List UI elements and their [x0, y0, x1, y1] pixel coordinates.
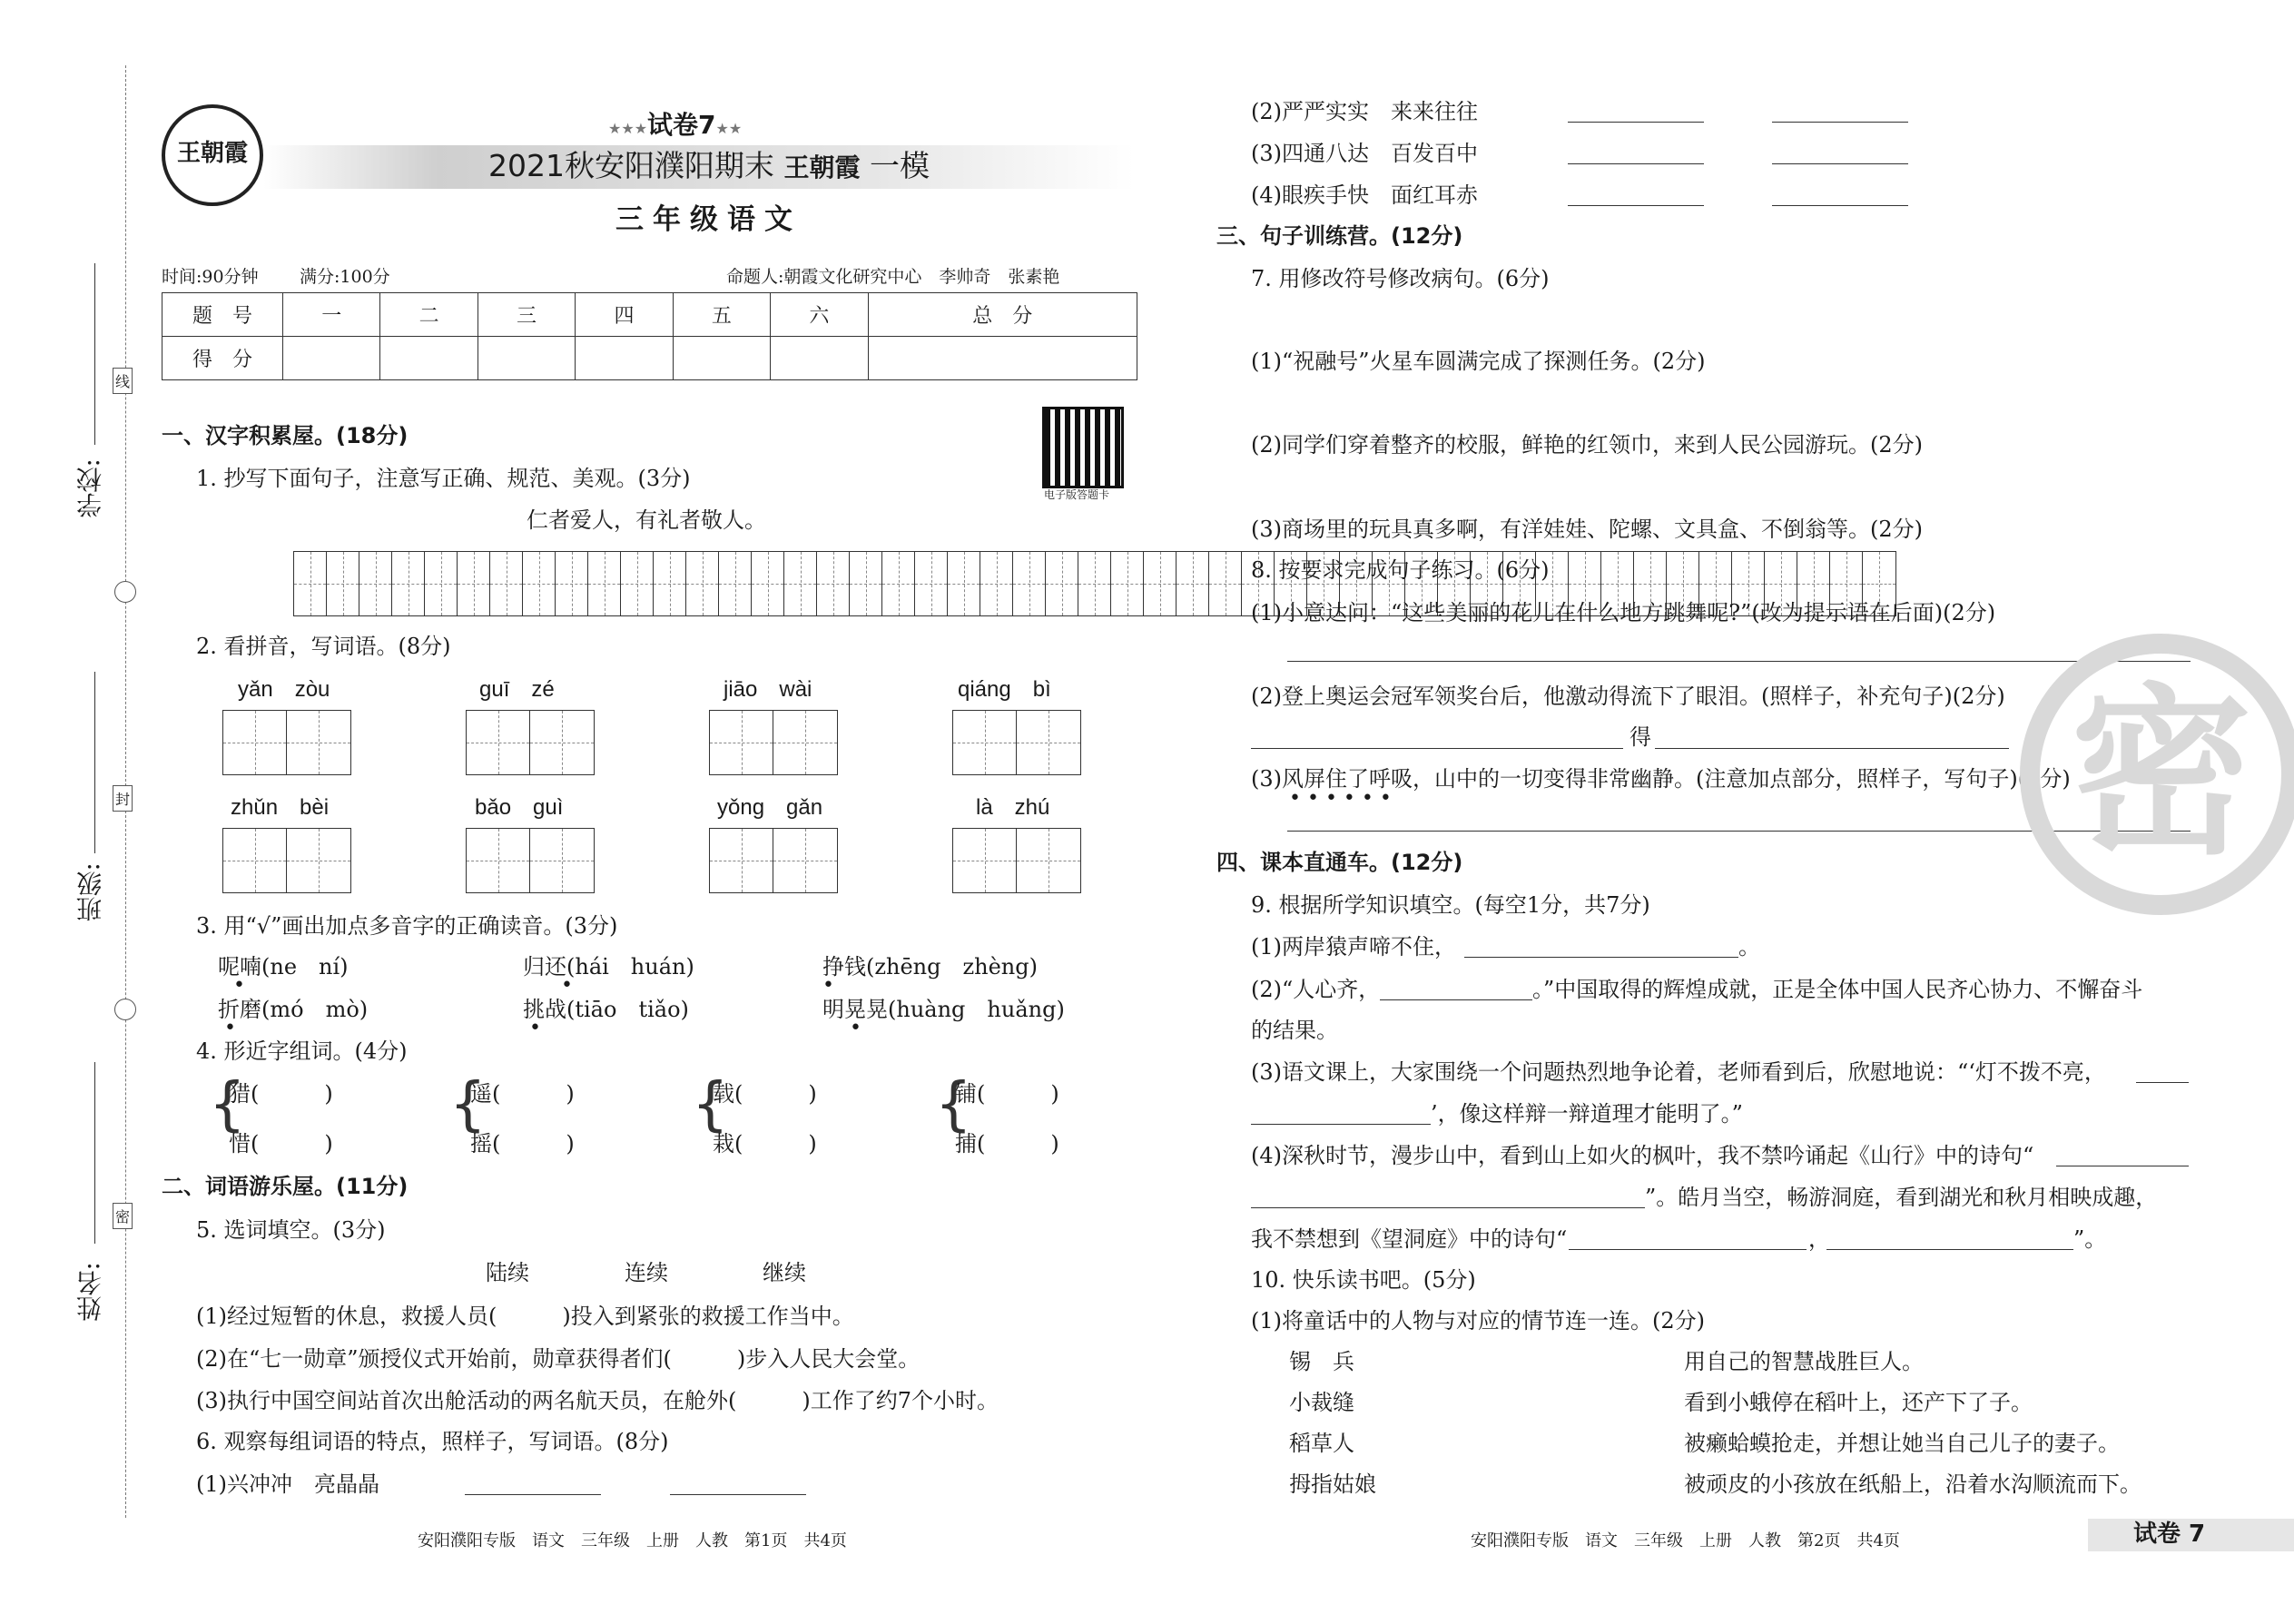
score-table-cell: 总 分 [868, 293, 1137, 337]
emphasis-dot: • [850, 1017, 861, 1039]
character-item[interactable]: 拇指姑娘 [1289, 1471, 1376, 1497]
subject-title: 三年级语文 [615, 203, 802, 236]
q1-prompt: 1. 抄写下面句子，注意写正确、规范、美观。(3分) [196, 466, 691, 491]
school-label: 学校: [75, 458, 105, 518]
sec1-title: 一、汉字积累屋。(18分) [162, 423, 409, 448]
pinyin-writing-grid[interactable] [466, 710, 595, 775]
answer-line[interactable] [1568, 205, 1704, 206]
pinyin-writing-grid[interactable] [222, 828, 351, 893]
brand-logo-text: 王朝霞 [176, 140, 248, 167]
score-table-cell: 四 [576, 293, 673, 337]
q1-sentence: 仁者爱人，有礼者敬人。 [527, 507, 766, 533]
polyphone-item[interactable]: 折磨(mó mò) [218, 997, 369, 1022]
polyphone-item[interactable]: 归还(hái huán) [523, 954, 694, 979]
emphasis-dot: • [233, 974, 245, 997]
q3-prompt: 3. 用“√”画出加点多音字的正确读音。(3分) [196, 913, 618, 939]
pinyin-label: yǒng gǎn [717, 795, 823, 820]
answer-line[interactable] [1826, 1249, 2073, 1250]
series-badge: ★★★试卷7★★ [608, 110, 743, 140]
binding-hole-icon [114, 581, 136, 603]
similar-char-item[interactable]: 栽( ) [713, 1131, 817, 1156]
q9-item: 的结果。 [1251, 1018, 1338, 1043]
q6-item: (4)眼疾手快 面红耳赤 [1251, 182, 1478, 208]
similar-char-item[interactable]: 摇( ) [470, 1131, 575, 1156]
score-input[interactable] [673, 337, 770, 380]
mark-xian: 线 [113, 368, 133, 394]
q5-item[interactable]: (1)经过短暂的休息，救援人员( )投入到紧张的救援工作当中。 [196, 1304, 854, 1329]
name-label: 姓名: [75, 1262, 105, 1322]
star-icon: ★★★ [608, 120, 648, 137]
pinyin-label: zhǔn bèi [231, 795, 330, 820]
score-input[interactable] [868, 337, 1137, 380]
score-label: 满分:100分 [300, 267, 390, 287]
character-item[interactable]: 锡 兵 [1289, 1349, 1354, 1374]
brace-icon: { [449, 1071, 487, 1138]
q8-item: (2)登上奥运会冠军领奖台后，他激动得流下了眼泪。(照样子，补充句子)(2分) [1251, 684, 2005, 709]
answer-line[interactable] [465, 1494, 601, 1495]
q9-item: (4)深秋时节，漫步山中，看到山上如火的枫叶，我不禁吟诵起《山行》中的诗句“ [1251, 1143, 2034, 1168]
score-table-cell: 二 [380, 293, 478, 337]
q6-item: (3)四通八达 百发百中 [1251, 141, 1478, 166]
period: 。 [1738, 934, 1760, 960]
q7-prompt: 7. 用修改符号修改病句。(6分) [1251, 266, 1550, 291]
score-table-cell: 得 分 [162, 337, 283, 380]
binding-hole-icon [114, 999, 136, 1020]
time-label: 时间:90分钟 [162, 267, 259, 287]
brace-icon: { [692, 1071, 729, 1138]
score-table-header-row [162, 293, 1137, 337]
similar-char-item[interactable]: 捕( ) [955, 1131, 1059, 1156]
q10-prompt: 10. 快乐读书吧。(5分) [1251, 1267, 1476, 1293]
answer-line[interactable] [1251, 1207, 1645, 1208]
q4-prompt: 4. 形近字组词。(4分) [196, 1038, 408, 1064]
q7-item[interactable]: (1)“祝融号”火星车圆满完成了探测任务。(2分) [1251, 349, 1706, 374]
answer-line[interactable] [1772, 163, 1908, 164]
q5-prompt: 5. 选词填空。(3分) [196, 1217, 386, 1243]
score-table-cell: 三 [478, 293, 575, 337]
pinyin-writing-grid[interactable] [466, 828, 595, 893]
authors-label: 命题人:朝霞文化研究中心 李帅奇 张素艳 [726, 267, 1060, 287]
sec2-title: 二、词语游乐屋。(11分) [162, 1174, 409, 1199]
q9-item: (3)语文课上，大家围绕一个问题热烈地争论着，老师看到后，欣慰地说：“‘灯不拨不亮， [1251, 1059, 2106, 1085]
similar-char-item[interactable]: 猎( ) [229, 1081, 333, 1107]
similar-char-item[interactable]: 惜( ) [229, 1131, 333, 1156]
answer-line[interactable] [1655, 748, 2009, 749]
answer-line[interactable] [1251, 748, 1623, 749]
answer-line[interactable] [1569, 1249, 1807, 1250]
q8-item: (3)风屏住了呼吸，山中的一切变得非常幽静。(注意加点部分，照样子，写句子)(2分) [1251, 766, 2071, 792]
footer-left: 安阳濮阳专版 语文 三年级 上册 人教 第1页 共4页 [418, 1531, 847, 1550]
star-icon: ★★ [715, 120, 743, 137]
q9-item: 。”中国取得的辉煌成就，正是全体中国人民齐心协力、不懈奋斗 [1532, 977, 2143, 1002]
q6-prompt: 6. 观察每组词语的特点，照样子，写词语。(8分) [196, 1429, 669, 1454]
polyphone-item[interactable]: 挣钱(zhēng zhèng) [822, 954, 1038, 979]
score-input[interactable] [478, 337, 575, 380]
brace-icon: { [935, 1071, 972, 1138]
qr-code-icon[interactable] [1042, 407, 1124, 488]
exam-title: 2021秋安阳濮阳期末 王朝霞 一模 [488, 148, 930, 183]
answer-line[interactable] [2136, 1082, 2189, 1083]
similar-char-item[interactable]: 铺( ) [955, 1081, 1059, 1107]
answer-line[interactable] [1251, 1124, 1431, 1125]
polyphone-item[interactable]: 明晃晃(huàng huǎng) [822, 997, 1065, 1022]
q6-item: (2)严严实实 来来往往 [1251, 99, 1478, 124]
q5-item[interactable]: (3)执行中国空间站首次出舱活动的两名航天员，在舱外( )工作了约7个小时。 [196, 1388, 999, 1413]
score-input[interactable] [771, 337, 868, 380]
q9-prompt: 9. 根据所学知识填空。(每空1分，共7分) [1251, 892, 1650, 918]
q5-word: 连续 [625, 1260, 668, 1285]
name-blank-line [94, 1062, 95, 1244]
q9-item: (2)“人心齐， [1251, 977, 1381, 1002]
answer-line[interactable] [1772, 205, 1908, 206]
q8-prompt: 8. 按要求完成句子练习。(6分) [1251, 557, 1550, 583]
q6-item: (1)兴冲冲 亮晶晶 [196, 1471, 379, 1497]
q9-item: (1)两岸猿声啼不住， [1251, 934, 1456, 960]
emphasis-dot: • [561, 974, 573, 997]
emphasis-dot: • [822, 974, 834, 997]
class-label: 班级: [75, 862, 105, 922]
school-blank-line [94, 263, 95, 445]
plot-item[interactable]: 被癞蛤蟆抢走，并想让她当自己儿子的妻子。 [1684, 1431, 2120, 1456]
brand-wordmark: 王朝霞 [783, 153, 861, 182]
polyphone-item[interactable]: 呢喃(ne ní) [218, 954, 349, 979]
mark-feng: 封 [113, 785, 133, 812]
footer-right: 安阳濮阳专版 语文 三年级 上册 人教 第2页 共4页 [1471, 1531, 1900, 1550]
answer-line[interactable] [670, 1494, 806, 1495]
similar-char-item[interactable]: 遥( ) [470, 1081, 575, 1107]
score-table [162, 292, 1137, 380]
emphasis-dot: • • • • • • [1289, 787, 1392, 810]
score-table-score-row [162, 337, 1137, 380]
answer-line[interactable] [1287, 661, 2191, 662]
score-table-cell: 题 号 [162, 293, 283, 337]
pinyin-label: jiāo wài [724, 677, 812, 702]
answer-line[interactable] [1380, 999, 1532, 1000]
plot-item[interactable]: 看到小蛾停在稻叶上，还产下了子。 [1684, 1390, 2033, 1415]
similar-char-item[interactable]: 载( ) [713, 1081, 817, 1107]
q5-word: 继续 [763, 1260, 806, 1285]
pinyin-writing-grid[interactable] [222, 710, 351, 775]
polyphone-item[interactable]: 挑战(tiāo tiǎo) [523, 997, 689, 1022]
q9-item: 我不禁想到《望洞庭》中的诗句“ [1251, 1226, 1568, 1252]
emphasis-dot: • [224, 1017, 236, 1039]
score-input[interactable] [283, 337, 380, 380]
answer-line[interactable] [1772, 122, 1908, 123]
pinyin-label: là zhú [976, 795, 1050, 820]
plot-item[interactable]: 被顽皮的小孩放在纸船上，沿着水沟顺流而下。 [1684, 1471, 2141, 1497]
q9-item: ”。皓月当空，畅游洞庭，看到湖光和秋月相映成趣， [1645, 1185, 2158, 1210]
q8-de: 得 [1629, 724, 1651, 750]
pinyin-label: guī zé [479, 677, 555, 702]
character-item[interactable]: 稻草人 [1289, 1431, 1354, 1456]
pinyin-writing-grid[interactable] [709, 828, 838, 893]
q10-item: (1)将童话中的人物与对应的情节连一连。(2分) [1251, 1308, 1705, 1334]
pinyin-writing-grid[interactable] [952, 710, 1081, 775]
answer-line[interactable] [1464, 957, 1738, 958]
emphasis-dot: • [529, 1017, 541, 1039]
secret-seal-watermark [2020, 634, 2294, 915]
character-item[interactable]: 小裁缝 [1289, 1390, 1354, 1415]
sec3-title: 三、句子训练营。(12分) [1216, 223, 1463, 249]
score-table-cell: 一 [283, 293, 380, 337]
brand-logo [162, 104, 263, 206]
footer-tag: 试卷 7 [2133, 1521, 2206, 1548]
q7-item[interactable]: (3)商场里的玩具真多啊，有洋娃娃、陀螺、文具盒、不倒翁等。(2分) [1251, 517, 1923, 542]
plot-item[interactable]: 用自己的智慧战胜巨人。 [1684, 1349, 1924, 1374]
answer-line[interactable] [1568, 122, 1704, 123]
pinyin-writing-grid[interactable] [709, 710, 838, 775]
seal-glyph: 密 [2071, 668, 2253, 880]
class-blank-line [94, 672, 95, 853]
q9-item: ， [1808, 1226, 1830, 1252]
pinyin-label: bǎo guì [475, 795, 564, 820]
q9-item: ”。 [2073, 1226, 2107, 1252]
score-input[interactable] [576, 337, 673, 380]
q5-item[interactable]: (2)在“七一勋章”颁授仪式开始前，勋章获得者们( )步入人民大会堂。 [196, 1346, 921, 1372]
q7-item[interactable]: (2)同学们穿着整齐的校服，鲜艳的红领巾，来到人民公园游玩。(2分) [1251, 432, 1923, 458]
q5-word: 陆续 [486, 1260, 529, 1285]
q9-item: ’，像这样辩一辩道理才能明了。” [1431, 1101, 1743, 1127]
score-input[interactable] [380, 337, 478, 380]
score-table-cell: 六 [771, 293, 868, 337]
q2-prompt: 2. 看拼音，写词语。(8分) [196, 634, 451, 659]
answer-line[interactable] [1568, 163, 1704, 164]
score-table-cell: 五 [673, 293, 770, 337]
pinyin-label: qiáng bì [958, 677, 1051, 702]
qr-caption: 电子版答题卡 [1044, 488, 1110, 501]
mark-mi: 密 [113, 1203, 133, 1229]
pinyin-label: yǎn zòu [238, 677, 330, 702]
sec4-title: 四、课本直通车。(12分) [1216, 850, 1463, 875]
pinyin-writing-grid[interactable] [952, 828, 1081, 893]
q8-item: (1)小意达问：“这些美丽的花儿在什么地方跳舞呢?”(改为提示语在后面)(2分) [1251, 600, 1996, 625]
brace-icon: { [209, 1071, 246, 1138]
